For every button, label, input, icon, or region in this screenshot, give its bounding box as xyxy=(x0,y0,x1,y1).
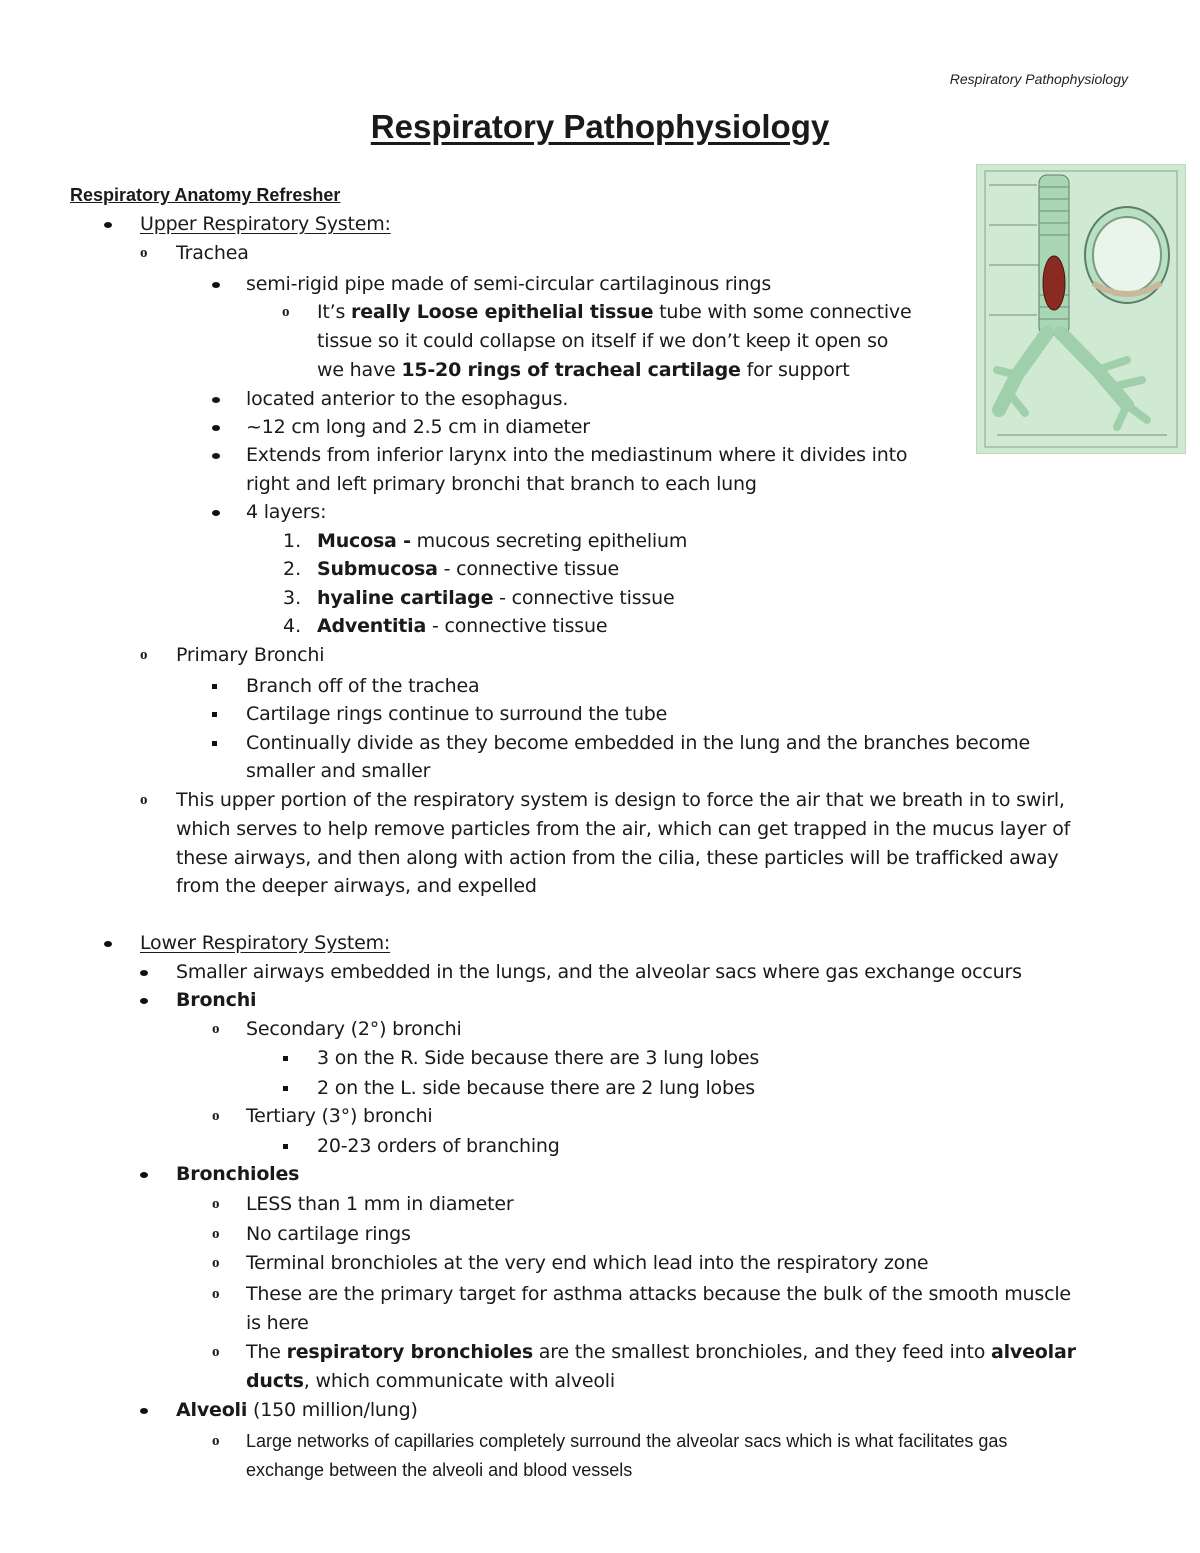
list-item: It’s really Loose epithelial tissue tube with some connective xyxy=(317,301,912,323)
bullet-circle: o xyxy=(140,647,148,663)
list-item: Submucosa - connective tissue xyxy=(317,558,619,580)
list-item: located anterior to the esophagus. xyxy=(246,388,569,410)
trachea-illustration xyxy=(976,164,1186,454)
bullet-disc xyxy=(140,1160,148,1188)
list-number: 2. xyxy=(283,558,302,580)
list-item: ~12 cm long and 2.5 cm in diameter xyxy=(246,416,590,438)
upper-respiratory-heading: Upper Respiratory System: xyxy=(140,213,391,235)
bullet-circle: o xyxy=(212,1021,220,1037)
bullet-circle: o xyxy=(212,1433,220,1449)
list-item: 3 on the R. Side because there are 3 lung lobes xyxy=(317,1047,760,1069)
list-number: 3. xyxy=(283,587,302,609)
list-item: Adventitia - connective tissue xyxy=(317,615,608,637)
section-heading: Respiratory Anatomy Refresher xyxy=(70,185,341,205)
bullet-disc xyxy=(104,929,112,957)
bullet-disc xyxy=(140,1396,148,1424)
bullet-square xyxy=(212,729,217,757)
trachea-bronchi-icon xyxy=(977,165,1185,453)
list-item: hyaline cartilage - connective tissue xyxy=(317,587,675,609)
bullet-square xyxy=(283,1132,288,1160)
list-item: we have 15-20 rings of tracheal cartilage for support xyxy=(317,359,850,381)
bullet-square xyxy=(283,1044,288,1072)
list-item: LESS than 1 mm in diameter xyxy=(246,1193,514,1215)
running-header: Respiratory Pathophysiology xyxy=(949,71,1128,87)
list-item: Branch off of the trachea xyxy=(246,675,480,697)
list-item: The respiratory bronchioles are the smallest bronchioles, and they feed into alveolar xyxy=(246,1341,1076,1363)
list-item: is here xyxy=(246,1312,309,1334)
paragraph-line: from the deeper airways, and expelled xyxy=(176,875,537,897)
list-item: No cartilage rings xyxy=(246,1223,411,1245)
bullet-circle: o xyxy=(212,1286,220,1302)
bullet-disc xyxy=(140,986,148,1014)
bullet-square xyxy=(212,672,217,700)
bullet-circle: o xyxy=(140,245,148,261)
bullet-disc xyxy=(212,498,220,526)
list-item: Cartilage rings continue to surround the tube xyxy=(246,703,668,725)
list-item: 20-23 orders of branching xyxy=(317,1135,560,1157)
list-number: 4. xyxy=(283,615,302,637)
list-item: right and left primary bronchi that branch to each lung xyxy=(246,473,757,495)
paragraph-line: This upper portion of the respiratory system is design to force the air that we breath in to swirl, xyxy=(176,789,1065,811)
bullet-circle: o xyxy=(212,1196,220,1212)
list-item: Secondary (2°) bronchi xyxy=(246,1018,462,1040)
list-item: Large networks of capillaries completely surround the alveolar sacs which is what facilitates gas xyxy=(246,1431,1008,1451)
bullet-circle: o xyxy=(212,1255,220,1271)
list-item: These are the primary target for asthma attacks because the bulk of the smooth muscle xyxy=(246,1283,1071,1305)
alveoli-label: Alveoli (150 million/lung) xyxy=(176,1399,418,1421)
bullet-circle: o xyxy=(212,1226,220,1242)
bronchioles-label: Bronchioles xyxy=(176,1163,300,1185)
list-item: 4 layers: xyxy=(246,501,327,523)
primary-bronchi-label: Primary Bronchi xyxy=(176,644,325,666)
bullet-disc xyxy=(212,270,220,298)
bronchi-label: Bronchi xyxy=(176,989,257,1011)
bullet-disc xyxy=(212,385,220,413)
list-item: Continually divide as they become embedded in the lung and the branches become xyxy=(246,732,1030,754)
bullet-circle: o xyxy=(140,792,148,808)
list-item: Mucosa - mucous secreting epithelium xyxy=(317,530,688,552)
bullet-disc xyxy=(212,413,220,441)
lower-respiratory-heading: Lower Respiratory System: xyxy=(140,932,391,954)
list-number: 1. xyxy=(283,530,302,552)
bullet-circle: o xyxy=(212,1344,220,1360)
list-item: Terminal bronchioles at the very end which lead into the respiratory zone xyxy=(246,1252,929,1274)
bullet-circle: o xyxy=(212,1108,220,1124)
list-item: semi-rigid pipe made of semi-circular cartilaginous rings xyxy=(246,273,772,295)
trachea-label: Trachea xyxy=(176,242,249,264)
page-title: Respiratory Pathophysiology xyxy=(370,108,830,145)
list-item: smaller and smaller xyxy=(246,760,431,782)
bullet-disc xyxy=(140,958,148,986)
list-item: Tertiary (3°) bronchi xyxy=(246,1105,433,1127)
list-item: tissue so it could collapse on itself if we don’t keep it open so xyxy=(317,330,889,352)
bullet-disc xyxy=(104,210,112,238)
list-item: 2 on the L. side because there are 2 lung lobes xyxy=(317,1077,756,1099)
bullet-square xyxy=(283,1074,288,1102)
list-item: ducts, which communicate with alveoli xyxy=(246,1370,615,1392)
paragraph-line: these airways, and then along with action from the cilia, these particles will be trafficked away xyxy=(176,847,1059,869)
bullet-square xyxy=(212,700,217,728)
list-item: Smaller airways embedded in the lungs, and the alveolar sacs where gas exchange occurs xyxy=(176,961,1022,983)
list-item: Extends from inferior larynx into the mediastinum where it divides into xyxy=(246,444,908,466)
list-item: exchange between the alveoli and blood vessels xyxy=(246,1460,633,1480)
bullet-disc xyxy=(212,441,220,469)
bullet-circle: o xyxy=(282,304,290,320)
paragraph-line: which serves to help remove particles from the air, which can get trapped in the mucus layer of xyxy=(176,818,1071,840)
